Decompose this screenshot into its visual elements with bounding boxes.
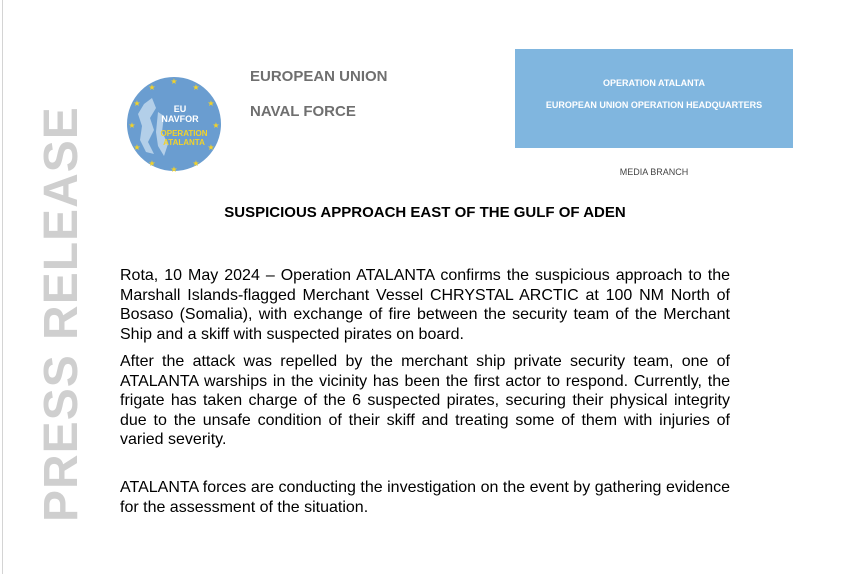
svg-text:★: ★	[148, 159, 156, 168]
hq-headquarters-name: EUROPEAN UNION OPERATION HEADQUARTERS	[545, 100, 763, 110]
logo-text-atalanta: ATALANTA	[163, 138, 205, 147]
svg-text:★: ★	[133, 143, 141, 152]
svg-text:★: ★	[207, 99, 215, 108]
svg-text:★: ★	[212, 121, 220, 130]
svg-text:★: ★	[170, 77, 178, 86]
svg-text:★: ★	[133, 99, 141, 108]
eunavfor-atalanta-logo	[124, 74, 224, 174]
logo-text-navfor: NAVFOR	[161, 114, 199, 124]
press-release-side-label: PRESS RELEASE	[35, 106, 88, 522]
body-paragraph: Rota, 10 May 2024 – Operation ATALANTA confirms the suspicious approach to the Marshall Islands-flagged Merchant Vessel CHRYSTAL ARCTIC at 100 NM North of Bosaso (Somalia), with exchange of fire between the security team of the Merchant Ship and a skiff with suspected pirates on board.	[120, 267, 730, 343]
logo-text-eu: EU	[173, 104, 187, 114]
svg-text:★: ★	[207, 143, 215, 152]
operation-hq-banner	[515, 49, 793, 148]
body-paragraph: After the attack was repelled by the merchant ship private security team, one of ATALANTA warships in the vicinity has been the first actor to respond. Currently, the frigate has taken charge of the 6 suspected pirates, securing their physical integrity due to the unsafe condition of their skiff and treating some of them with injuries of varied severity.	[120, 353, 730, 448]
media-branch-label: MEDIA BRANCH	[619, 167, 689, 177]
body-paragraph: ATALANTA forces are conducting the investigation on the event by gathering evidence for the assessment of the situation.	[120, 479, 730, 516]
logo-text-operation: OPERATION	[160, 129, 208, 138]
svg-text:★: ★	[148, 83, 156, 92]
org-name-european-union: EUROPEAN UNION	[250, 68, 388, 85]
hq-operation-name: OPERATION ATALANTA	[603, 78, 705, 88]
svg-text:★: ★	[192, 159, 200, 168]
svg-text:★: ★	[192, 83, 200, 92]
org-name-naval-force: NAVAL FORCE	[250, 103, 356, 120]
page-edge-divider	[2, 0, 3, 574]
svg-text:★: ★	[170, 165, 178, 174]
press-release-headline: SUSPICIOUS APPROACH EAST OF THE GULF OF ADEN	[224, 204, 626, 221]
svg-text:★: ★	[128, 121, 136, 130]
